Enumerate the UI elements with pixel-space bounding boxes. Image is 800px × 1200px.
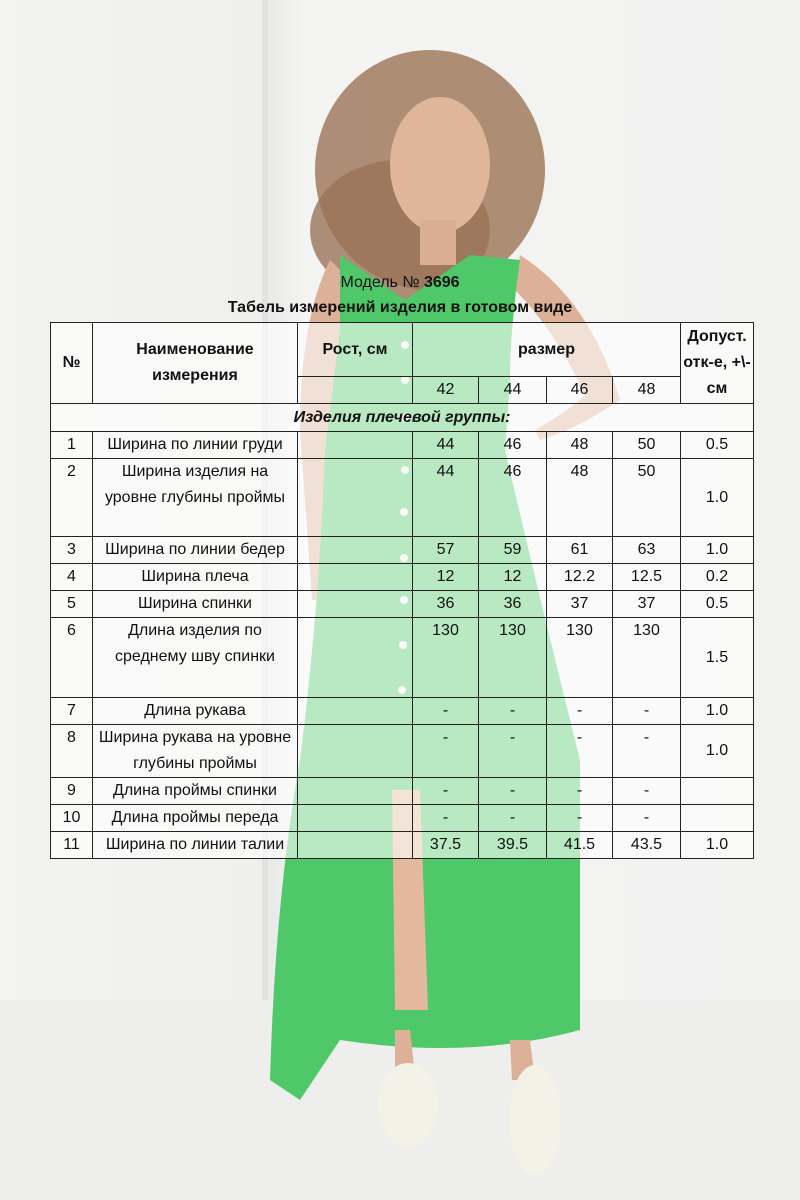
- size-value: -: [479, 805, 547, 832]
- height-cell: [298, 377, 413, 404]
- height-value: [298, 698, 413, 725]
- tolerance-value: 0.2: [681, 564, 754, 591]
- size-value: -: [613, 725, 681, 778]
- row-number: 5: [51, 591, 93, 618]
- size-value: -: [479, 778, 547, 805]
- tolerance-value: 1.0: [681, 698, 754, 725]
- tolerance-value: 1.0: [681, 832, 754, 859]
- height-value: [298, 432, 413, 459]
- model-number: 3696: [423, 274, 460, 291]
- measurement-name: Ширина по линии груди: [93, 432, 298, 459]
- table-row: [51, 832, 754, 859]
- tolerance-value: 1.0: [681, 725, 754, 778]
- model-caption: [0, 274, 800, 292]
- size-header: 42: [413, 377, 479, 404]
- row-number: 8: [51, 725, 93, 778]
- size-value: 37: [613, 591, 681, 618]
- tolerance-value: 1.0: [681, 537, 754, 564]
- size-value: 48: [547, 459, 613, 537]
- size-value: 36: [413, 591, 479, 618]
- left-shoe: [378, 1063, 438, 1147]
- right-shoe: [509, 1065, 561, 1175]
- measurement-name: Длина изделия по среднему шву спинки: [93, 618, 298, 698]
- table-row: [51, 591, 754, 618]
- size-value: -: [547, 778, 613, 805]
- col-size-header: размер: [413, 323, 681, 377]
- measurement-name: Ширина по линии талии: [93, 832, 298, 859]
- measurement-name: Ширина изделия на уровне глубины проймы: [93, 459, 298, 537]
- col-name-header: Наименование измерения: [93, 323, 298, 404]
- height-value: [298, 805, 413, 832]
- measurement-name: Ширина по линии бедер: [93, 537, 298, 564]
- height-value: [298, 832, 413, 859]
- height-value: [298, 778, 413, 805]
- size-value: -: [547, 725, 613, 778]
- size-value: -: [613, 805, 681, 832]
- size-header: 48: [613, 377, 681, 404]
- size-value: 50: [613, 432, 681, 459]
- size-value: 37.5: [413, 832, 479, 859]
- size-value: 130: [547, 618, 613, 698]
- size-value: 37: [547, 591, 613, 618]
- row-number: 6: [51, 618, 93, 698]
- row-number: 2: [51, 459, 93, 537]
- size-value: 130: [413, 618, 479, 698]
- size-value: 48: [547, 432, 613, 459]
- table-row: [51, 459, 754, 537]
- size-value: -: [547, 698, 613, 725]
- face: [390, 97, 490, 233]
- col-height-header: Рост, см: [298, 323, 413, 377]
- measurement-table: [50, 322, 754, 859]
- row-number: 4: [51, 564, 93, 591]
- row-number: 11: [51, 832, 93, 859]
- tolerance-value: 1.0: [681, 459, 754, 537]
- tolerance-value: [681, 805, 754, 832]
- row-number: 7: [51, 698, 93, 725]
- tolerance-value: 1.5: [681, 618, 754, 698]
- size-value: 130: [613, 618, 681, 698]
- size-value: -: [413, 725, 479, 778]
- height-value: [298, 564, 413, 591]
- size-value: -: [413, 805, 479, 832]
- size-value: -: [613, 778, 681, 805]
- tolerance-value: 0.5: [681, 432, 754, 459]
- size-value: 46: [479, 459, 547, 537]
- table-title: Табель измерений изделия в готовом виде: [227, 299, 573, 316]
- height-value: [298, 591, 413, 618]
- table-row: [51, 564, 754, 591]
- size-value: 44: [413, 432, 479, 459]
- row-number: 9: [51, 778, 93, 805]
- measurement-name: Ширина рукава на уровне глубины проймы: [93, 725, 298, 778]
- row-number: 1: [51, 432, 93, 459]
- size-value: 130: [479, 618, 547, 698]
- measurement-name: Ширина спинки: [93, 591, 298, 618]
- table-row: [51, 805, 754, 832]
- size-header: 44: [479, 377, 547, 404]
- table-row: [51, 778, 754, 805]
- model-prefix: Модель №: [340, 274, 420, 291]
- table-row: [51, 698, 754, 725]
- size-value: 44: [413, 459, 479, 537]
- height-value: [298, 618, 413, 698]
- table-row: [51, 432, 754, 459]
- height-value: [298, 459, 413, 537]
- size-value: 12.5: [613, 564, 681, 591]
- size-value: 57: [413, 537, 479, 564]
- size-value: 39.5: [479, 832, 547, 859]
- row-number: 3: [51, 537, 93, 564]
- table-row: [51, 725, 754, 778]
- size-value: -: [613, 698, 681, 725]
- size-value: -: [479, 725, 547, 778]
- height-value: [298, 537, 413, 564]
- table-row: [51, 537, 754, 564]
- size-value: 59: [479, 537, 547, 564]
- size-value: 41.5: [547, 832, 613, 859]
- measurement-name: Ширина плеча: [93, 564, 298, 591]
- size-value: -: [547, 805, 613, 832]
- size-value: 36: [479, 591, 547, 618]
- height-value: [298, 725, 413, 778]
- size-value: 12.2: [547, 564, 613, 591]
- measurement-name: Длина проймы переда: [93, 805, 298, 832]
- group-row: [51, 404, 754, 432]
- group-label: Изделия плечевой группы:: [51, 404, 754, 432]
- size-value: -: [413, 698, 479, 725]
- size-value: 46: [479, 432, 547, 459]
- size-value: 12: [413, 564, 479, 591]
- size-value: 43.5: [613, 832, 681, 859]
- size-value: -: [413, 778, 479, 805]
- measurement-name: Длина проймы спинки: [93, 778, 298, 805]
- measurement-name: Длина рукава: [93, 698, 298, 725]
- tolerance-value: [681, 778, 754, 805]
- col-tolerance-header: Допуст. отк-е, +\-см: [681, 323, 754, 404]
- col-no-header: №: [51, 323, 93, 404]
- size-value: 63: [613, 537, 681, 564]
- header-row-1: [51, 323, 754, 377]
- size-value: -: [479, 698, 547, 725]
- tolerance-value: 0.5: [681, 591, 754, 618]
- size-value: 61: [547, 537, 613, 564]
- size-header: 46: [547, 377, 613, 404]
- row-number: 10: [51, 805, 93, 832]
- size-value: 50: [613, 459, 681, 537]
- size-value: 12: [479, 564, 547, 591]
- table-row: [51, 618, 754, 698]
